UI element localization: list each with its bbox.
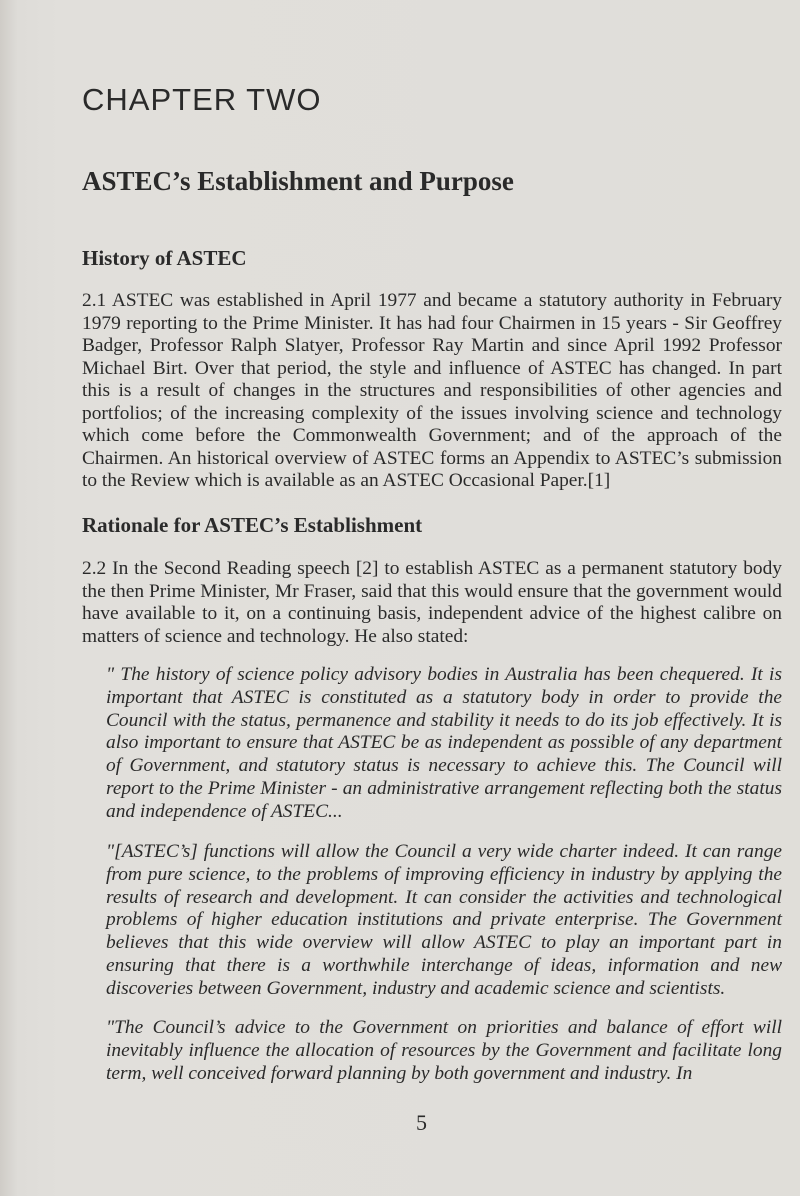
chapter-heading: CHAPTER TWO [82, 82, 322, 117]
section-heading-history: History of ASTEC [82, 246, 247, 270]
paragraph-2-1: 2.1 ASTEC was established in April 1977 and became a statutory authority in February 1979 reporting to the Prime Minister. It has had four Chairmen in 15 years - Sir Geoffrey Badger, Professor Ralph Slatyer, Professor Ray Martin and since April 1992 Professor Michael Birt. Over that period, the style and influence of ASTEC has changed. In part this is a result of changes in the structures and responsibilities of other agencies and portfolios; of the increasing complexity of the issues involving science and technology which come before the Commonwealth Government; and of the approach of the Chairmen. An historical overview of ASTEC forms an Appendix to ASTEC’s submission to the Review which is available as an ASTEC Occasional Paper.[1] [82, 290, 782, 491]
quote-paragraph-1: " The history of science policy advisory bodies in Australia has been chequered. It is important that ASTEC is constituted as a statutory body in order to provide the Council with the status, permanence and stability it needs to do its job effectively. It is also important to ensure that ASTEC be as independent as possible of any department of Government, and statutory status is necessary to achieve this. The Council will report to the Prime Minister - an administrative arrangement reflecting both the status and independence of ASTEC... [106, 664, 782, 822]
section-heading-rationale: Rationale for ASTEC’s Establishment [82, 513, 423, 537]
chapter-title: ASTEC’s Establishment and Purpose [82, 166, 514, 196]
page-number: 5 [416, 1110, 427, 1135]
quote-paragraph-3: "The Council’s advice to the Government on priorities and balance of effort will inevitably influence the allocation of resources by the Government and facilitate long term, well conceived forward planning by both government and industry. In [106, 1017, 782, 1084]
quote-paragraph-2: "[ASTEC’s] functions will allow the Council a very wide charter indeed. It can range from pure science, to the problems of improving efficiency in industry by applying the results of research and development. It can consider the activities and technological problems of higher education institutions and private enterprise. The Government believes that this wide overview will allow ASTEC to play an important part in ensuring that there is a worthwhile interchange of ideas, information and new discoveries between Government, industry and academic science and scientists. [106, 841, 782, 999]
paragraph-2-2: 2.2 In the Second Reading speech [2] to establish ASTEC as a permanent statutory body the then Prime Minister, Mr Fraser, said that this would ensure that the government would have available to it, on a continuing basis, independent advice of the highest calibre on matters of science and technology. He also stated: [82, 558, 782, 647]
